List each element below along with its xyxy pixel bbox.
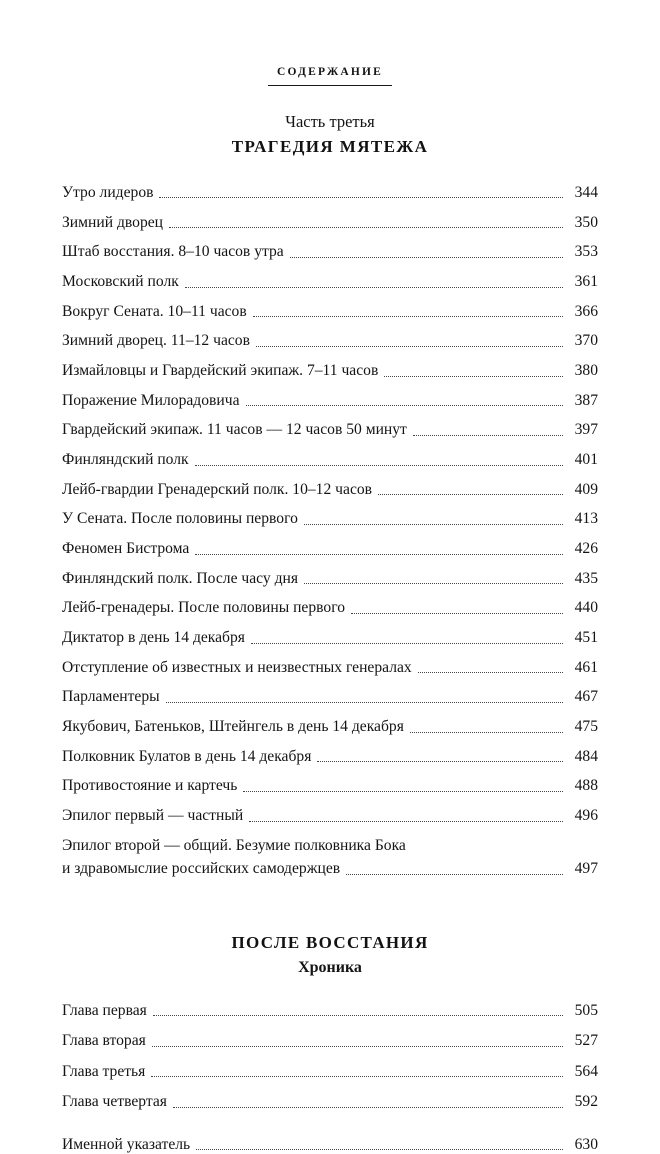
- index-spacer: [62, 1123, 598, 1135]
- toc-entry-title: Парламентеры: [62, 688, 160, 706]
- toc-entry-page: 475: [574, 718, 598, 736]
- toc-entry-title: Вокруг Сената. 10–11 часов: [62, 302, 247, 320]
- toc-entry-page: 467: [574, 688, 598, 706]
- toc-entry-title: Якубович, Батеньков, Штейнгель в день 14 декабря: [62, 718, 404, 736]
- toc-entry-page: 361: [574, 273, 598, 291]
- toc-entry-page: 592: [574, 1093, 598, 1111]
- toc-leader-dots: [153, 1014, 563, 1016]
- header-rule: [268, 85, 392, 86]
- toc-entry[interactable]: [62, 331, 598, 350]
- toc-entry[interactable]: [62, 183, 598, 202]
- toc-entry[interactable]: [62, 509, 598, 528]
- toc-entry-title: Гвардейский экипаж. 11 часов — 12 часов 50 минут: [62, 421, 407, 439]
- toc-entry[interactable]: [62, 806, 598, 825]
- toc-list-main: [62, 183, 598, 879]
- toc-entry[interactable]: [62, 302, 598, 321]
- toc-entry-page: 496: [574, 807, 598, 825]
- toc-leader-dots: [169, 226, 563, 228]
- section-title: ПОСЛЕ ВОССТАНИЯ: [231, 932, 429, 952]
- toc-entry-title: Зимний дворец. 11–12 часов: [62, 332, 250, 350]
- toc-entry-page: 370: [574, 332, 598, 350]
- toc-entry[interactable]: [62, 776, 598, 795]
- toc-entry[interactable]: [62, 628, 598, 647]
- toc-entry-index[interactable]: [62, 1135, 598, 1154]
- toc-entry-title: Противостояние и картечь: [62, 777, 238, 795]
- toc-leader-dots: [243, 790, 563, 792]
- toc-entry[interactable]: [62, 272, 598, 291]
- toc-leader-dots: [304, 523, 563, 525]
- toc-leader-dots: [351, 612, 563, 614]
- toc-entry-title: Диктатор в день 14 декабря: [62, 629, 245, 647]
- toc-entry-title: Именной указатель: [62, 1135, 191, 1153]
- toc-entry-page: 484: [574, 747, 598, 765]
- toc-entry[interactable]: [62, 1092, 598, 1111]
- toc-entry-page: 440: [574, 599, 598, 617]
- toc-entry[interactable]: [62, 717, 598, 736]
- toc-entry-page: 387: [574, 391, 598, 409]
- toc-entry-page: 413: [574, 510, 598, 528]
- section-subtitle: Хроника: [298, 958, 362, 976]
- toc-entry[interactable]: [62, 480, 598, 499]
- toc-leader-dots: [173, 1106, 563, 1108]
- toc-leader-dots: [384, 375, 563, 377]
- toc-leader-dots: [185, 286, 563, 288]
- toc-entry[interactable]: [62, 687, 598, 706]
- toc-entry-page: 461: [574, 658, 598, 676]
- toc-entry[interactable]: [62, 598, 598, 617]
- toc-leader-dots: [246, 404, 564, 406]
- toc-entry-page: 426: [574, 540, 598, 558]
- toc-entry-title: Лейб-гренадеры. После половины первого: [62, 599, 346, 617]
- toc-leader-dots: [410, 731, 563, 733]
- toc-entry[interactable]: [62, 1001, 598, 1020]
- toc-entry-title: Лейб-гвардии Гренадерский полк. 10–12 часов: [62, 480, 373, 498]
- toc-entry-title: Финляндский полк: [62, 451, 189, 469]
- toc-entry-title: Глава третья: [62, 1062, 146, 1080]
- toc-entry[interactable]: [62, 836, 598, 879]
- toc-entry-title: Зимний дворец: [62, 213, 164, 231]
- toc-entry[interactable]: [62, 391, 598, 410]
- toc-entry-page: 409: [574, 480, 598, 498]
- toc-entry-title: Глава вторая: [62, 1032, 146, 1050]
- toc-entry-title: Отступление об известных и неизвестных генералах: [62, 658, 412, 676]
- toc-leader-dots: [196, 1148, 563, 1150]
- toc-leader-dots: [166, 701, 563, 703]
- section-spacer: [62, 889, 598, 923]
- toc-entry[interactable]: [62, 658, 598, 677]
- part-label: Часть третья: [285, 112, 375, 131]
- toc-leader-dots: [418, 671, 563, 673]
- toc-entry-title: Утро лидеров: [62, 184, 154, 201]
- toc-entry-page: 435: [574, 569, 598, 587]
- toc-entry[interactable]: [62, 420, 598, 439]
- toc-entry-title-line2: и здравомыслие российских самодержцев: [62, 860, 341, 878]
- toc-entry[interactable]: [62, 213, 598, 232]
- toc-leader-dots: [253, 315, 563, 317]
- toc-entry-title: Эпилог первый — частный: [62, 807, 244, 825]
- toc-entry-title: Штаб восстания. 8–10 часов утра: [62, 243, 284, 261]
- toc-entry-page: 497: [574, 860, 598, 878]
- toc-leader-dots: [304, 582, 563, 584]
- toc-entry-page: 401: [574, 451, 598, 469]
- toc-entry-page: 451: [574, 629, 598, 647]
- toc-entry-page: 366: [574, 302, 598, 320]
- toc-entry-page: 505: [574, 1001, 598, 1019]
- toc-entry[interactable]: [62, 539, 598, 558]
- toc-entry-title-line1: Эпилог второй — общий. Безумие полковника Бока: [62, 836, 406, 854]
- toc-entry-title: Финляндский полк. После часу дня: [62, 569, 299, 587]
- toc-leader-dots: [151, 1075, 563, 1077]
- toc-entry-title: У Сената. После половины первого: [62, 510, 298, 528]
- toc-entry[interactable]: [62, 1062, 598, 1081]
- toc-entry[interactable]: [62, 450, 598, 469]
- toc-entry[interactable]: [62, 242, 598, 261]
- toc-leader-dots: [317, 760, 563, 762]
- toc-entry-title: Полковник Булатов в день 14 декабря: [62, 747, 312, 765]
- toc-leader-dots: [152, 1045, 563, 1047]
- toc-entry-page: 564: [574, 1062, 598, 1080]
- toc-leader-dots: [195, 553, 563, 555]
- toc-entry-title: Глава первая: [62, 1001, 147, 1019]
- toc-entry-page: 397: [574, 421, 598, 439]
- toc-entry-page: 488: [574, 777, 598, 795]
- toc-entry-title: Поражение Милорадовича: [62, 391, 240, 409]
- toc-entry-page: 353: [574, 243, 598, 261]
- toc-leader-dots: [195, 464, 563, 466]
- running-head: СОДЕРЖАНИЕ: [276, 66, 384, 78]
- toc-leader-dots: [413, 434, 563, 436]
- toc-entry-title: Измайловцы и Гвардейский экипаж. 7–11 часов: [62, 362, 379, 380]
- toc-entry[interactable]: [62, 747, 598, 766]
- toc-leader-dots: [159, 196, 563, 198]
- toc-entry-page: 527: [574, 1032, 598, 1050]
- toc-leader-dots: [290, 256, 563, 258]
- toc-entry[interactable]: [62, 361, 598, 380]
- toc-entry-page: 380: [574, 362, 598, 380]
- toc-leader-dots: [346, 873, 563, 875]
- toc-entry-title: Московский полк: [62, 273, 179, 291]
- toc-list-second: [62, 1001, 598, 1154]
- toc-entry[interactable]: [62, 1031, 598, 1050]
- toc-entry[interactable]: [62, 569, 598, 588]
- part-title: ТРАГЕДИЯ МЯТЕЖА: [231, 137, 429, 156]
- toc-entry-title: Глава четвертая: [62, 1093, 167, 1111]
- toc-entry-title: Феномен Бистрома: [62, 540, 190, 558]
- toc-leader-dots: [251, 642, 563, 644]
- toc-leader-dots: [249, 820, 563, 822]
- toc-leader-dots: [378, 493, 563, 495]
- toc-entry-page: 350: [574, 213, 598, 231]
- toc-entry-page: 344: [574, 184, 598, 201]
- toc-entry-page: 630: [574, 1135, 598, 1153]
- toc-leader-dots: [256, 345, 563, 347]
